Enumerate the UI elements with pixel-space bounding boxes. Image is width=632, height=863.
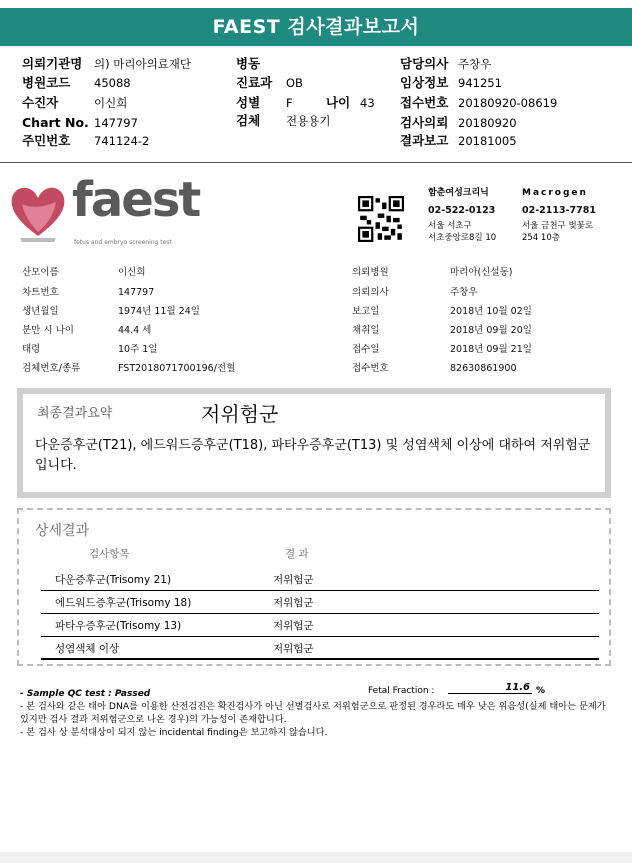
final-summary-box bbox=[17, 388, 611, 498]
chart-value: 147797 bbox=[118, 287, 155, 298]
row-item: 성염색체 이상 bbox=[55, 643, 120, 655]
qr-code-icon bbox=[358, 196, 404, 242]
specimen-row bbox=[236, 113, 331, 128]
summary-label: 최종결과요약 bbox=[37, 406, 113, 421]
row-item: 파타우증후군(Trisomy 13) bbox=[55, 620, 182, 632]
doctor-row bbox=[400, 56, 492, 71]
ref-hospital-label: 의뢰병원 bbox=[352, 267, 389, 278]
lab-info bbox=[522, 187, 596, 244]
mother-name-label: 산모이름 bbox=[22, 267, 59, 278]
ref-doctor-label: 의뢰의사 bbox=[352, 287, 389, 298]
receipt-row bbox=[400, 95, 558, 110]
clinic-name: 함춘여성크리닉 bbox=[428, 188, 489, 198]
delivery-age-label: 분만 시 나이 bbox=[22, 325, 74, 336]
receipt-no-label: 접수번호 bbox=[352, 363, 389, 374]
institution-label: 의뢰기관명 bbox=[22, 56, 83, 71]
receipt-value: 20180920-08619 bbox=[458, 96, 558, 110]
sample-qc-text: - Sample QC test : Passed bbox=[20, 689, 151, 699]
row-result: 저위험군 bbox=[273, 620, 314, 632]
resident-no-row bbox=[22, 133, 150, 148]
resident-no-value: 741124-2 bbox=[94, 134, 150, 148]
examinee-row bbox=[22, 95, 128, 110]
ga-value: 10주 1일 bbox=[118, 344, 158, 355]
ward-row bbox=[236, 57, 260, 71]
clinic-addr1: 서울 서초구 bbox=[428, 221, 472, 231]
report-date-label: 보고일 bbox=[352, 306, 380, 317]
dob-label: 생년월일 bbox=[22, 306, 59, 317]
table-row bbox=[41, 616, 599, 637]
detail-results-box bbox=[17, 508, 611, 666]
fetal-fraction-unit: % bbox=[536, 686, 546, 696]
sex-label: 성별 bbox=[236, 95, 261, 110]
fetal-fraction-value: 11.6 bbox=[448, 682, 532, 694]
clinic-info bbox=[428, 187, 496, 244]
receipt-date-label: 접수일 bbox=[352, 344, 380, 355]
detail-col-item: 검사항목 bbox=[89, 548, 130, 560]
chart-no-label: Chart No. bbox=[22, 115, 89, 130]
dept-value: OB bbox=[286, 76, 303, 90]
lab-addr1: 서울 금천구 벚꽃로 bbox=[522, 221, 594, 231]
result-report-label: 결과보고 bbox=[400, 133, 449, 148]
clinic-addr2: 서초중앙로8길 10 bbox=[428, 233, 497, 243]
examinee-label: 수진자 bbox=[22, 95, 59, 110]
institution-row bbox=[22, 56, 192, 71]
chart-no-value: 147797 bbox=[94, 116, 138, 130]
specimen-value: 전용용기 bbox=[286, 114, 331, 128]
clinic-phone: 02-522-0123 bbox=[428, 205, 496, 216]
faest-logo bbox=[8, 172, 200, 248]
lab-name: Macrogen bbox=[522, 188, 588, 198]
doctor-value: 주창우 bbox=[458, 57, 492, 71]
age-label: 나이 bbox=[326, 95, 351, 110]
report-date-value: 2018년 10월 02일 bbox=[450, 306, 532, 317]
hospital-code-label: 병원코드 bbox=[22, 75, 71, 90]
heart-chair-icon bbox=[8, 178, 68, 248]
examinee-value: 이신희 bbox=[94, 96, 128, 110]
row-item: 다운증후군(Trisomy 21) bbox=[55, 574, 172, 586]
request-value: 20180920 bbox=[458, 116, 517, 130]
result-report-value: 20181005 bbox=[458, 134, 517, 148]
result-report-row bbox=[400, 133, 517, 148]
table-row bbox=[41, 570, 599, 591]
specimen-label: 검체 bbox=[236, 113, 261, 128]
detail-title: 상세결과 bbox=[35, 523, 90, 539]
hospital-code-value: 45088 bbox=[94, 76, 131, 90]
clinical-row bbox=[400, 75, 502, 90]
doctor-label: 담당의사 bbox=[400, 56, 449, 71]
delivery-age-value: 44.4 세 bbox=[118, 325, 152, 336]
receipt-date-value: 2018년 09월 21일 bbox=[450, 344, 532, 355]
clinical-value: 941251 bbox=[458, 76, 502, 90]
receipt-label: 접수번호 bbox=[400, 95, 449, 110]
brand-tagline: fetus and embryo screening test bbox=[74, 239, 172, 246]
note-2: - 본 검사 상 분석대상이 되지 않는 incidental finding은 보고하지 않습니다. bbox=[20, 727, 328, 738]
report-title: FAEST 검사결과보고서 bbox=[0, 8, 632, 46]
summary-text: 다운증후군(T21), 에드워드증후군(T18), 파타우증후군(T13) 및 성염색체 이상에 대하여 저위험군입니다. bbox=[35, 438, 591, 473]
row-item: 에드워드증후군(Trisomy 18) bbox=[55, 597, 192, 609]
clinical-label: 임상정보 bbox=[400, 75, 449, 90]
dept-label: 진료과 bbox=[236, 75, 273, 90]
lab-phone: 02-2113-7781 bbox=[522, 205, 596, 216]
notes bbox=[20, 700, 612, 739]
institution-value: 의) 마리아의료재단 bbox=[94, 57, 192, 71]
hospital-code-row bbox=[22, 75, 131, 90]
age-row bbox=[326, 95, 375, 110]
ref-hospital-value: 마리아(신설동) bbox=[450, 267, 513, 278]
fetal-fraction-label: Fetal Fraction : bbox=[368, 686, 435, 696]
detail-col-result: 결 과 bbox=[285, 548, 309, 560]
specimen-no-value: FST2018071700196/전혈 bbox=[118, 363, 236, 374]
request-row bbox=[400, 115, 517, 130]
table-row bbox=[41, 639, 599, 660]
dept-row bbox=[236, 75, 303, 90]
sex-row bbox=[236, 95, 293, 110]
request-label: 검사의뢰 bbox=[400, 115, 449, 130]
ref-doctor-value: 주창우 bbox=[450, 287, 478, 298]
ward-label: 병동 bbox=[236, 56, 261, 71]
table-row bbox=[41, 593, 599, 614]
receipt-no-value: 82630861900 bbox=[450, 363, 517, 374]
chart-no-row bbox=[22, 115, 138, 130]
collect-date-label: 채취일 bbox=[352, 325, 380, 336]
row-result: 저위험군 bbox=[273, 574, 314, 586]
specimen-no-label: 검체번호/종류 bbox=[22, 363, 81, 374]
mother-name-value: 이신희 bbox=[118, 267, 146, 278]
lab-addr2: 254 10층 bbox=[522, 233, 560, 243]
row-result: 저위험군 bbox=[273, 597, 314, 609]
ga-label: 태령 bbox=[22, 344, 41, 355]
resident-no-label: 주민번호 bbox=[22, 133, 71, 148]
age-value: 43 bbox=[360, 96, 375, 110]
summary-value: 저위험군 bbox=[201, 402, 279, 426]
row-result: 저위험군 bbox=[273, 643, 314, 655]
brand-text: faest bbox=[72, 172, 200, 228]
dob-value: 1974년 11월 24일 bbox=[118, 306, 200, 317]
chart-label: 차트번호 bbox=[22, 287, 59, 298]
header-divider bbox=[0, 162, 632, 163]
collect-date-value: 2018년 09월 20일 bbox=[450, 325, 532, 336]
sex-value: F bbox=[286, 96, 293, 110]
note-1: - 본 검사와 같은 태아 DNA를 이용한 산전검진은 확진검사가 아닌 선별검사로 저위험군으로 판정된 경우라도 매우 낮은 위음성(실제 태아는 문제가 있지만 검사 결과 저위험군으로 나온 경우)의 가능성이 존재합니다. bbox=[20, 701, 606, 725]
